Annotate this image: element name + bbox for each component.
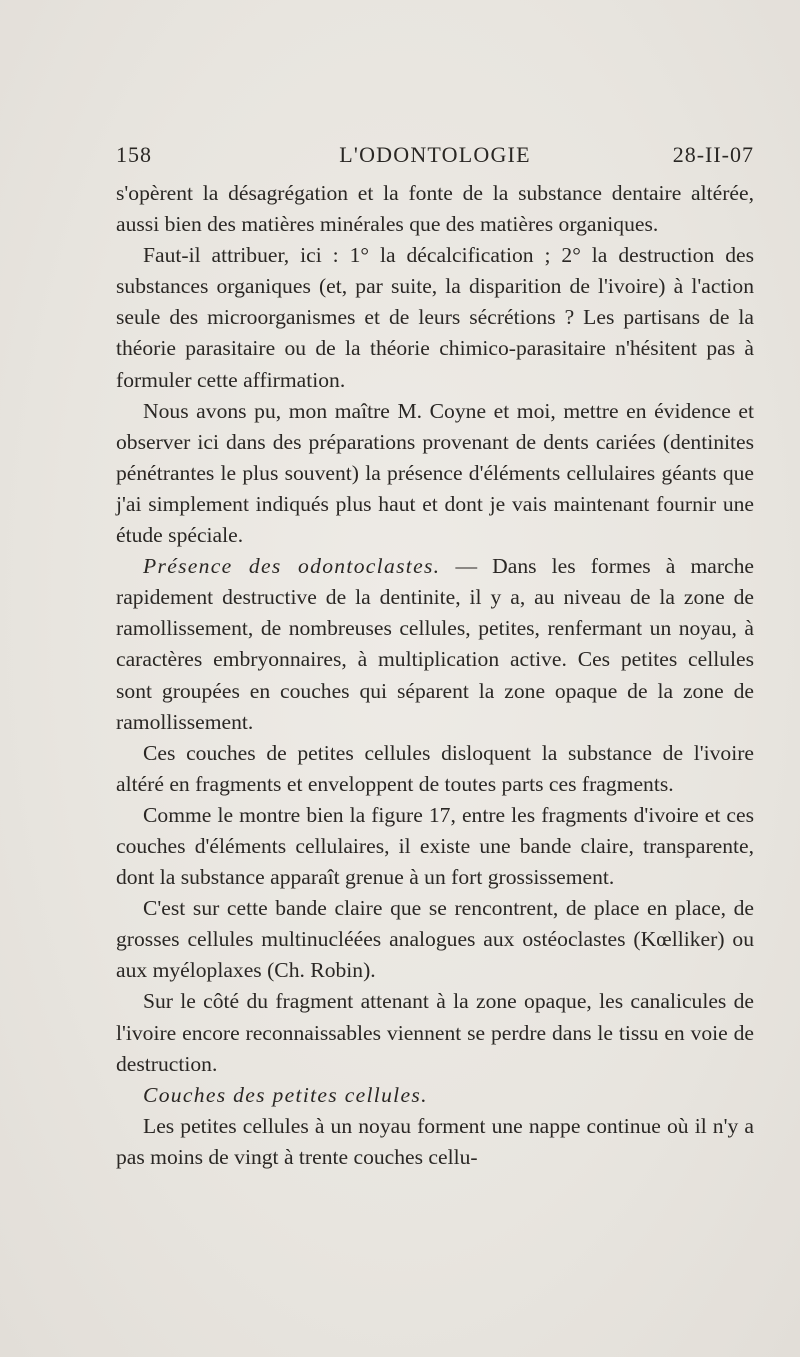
paragraph: Comme le montre bien la figure 17, entre les fragments d'ivoire et ces couches d'éléments cellulaires, il existe une bande claire, transparente, dont la substance apparaît grenue à un fort grossissement.	[116, 802, 754, 890]
page-number: 158	[116, 142, 152, 167]
body-text	[116, 178, 754, 1173]
paragraph: Faut-il attribuer, ici : 1° la décalcification ; 2° la destruction des substances organiques (et, par suite, la disparition de l'ivoire) à l'action seule des microorganismes et de leurs sécrétions ? Les partisans de la théorie parasitaire ou de la théorie chimico-parasitaire n'hésitent pas à formuler cette affirmation.	[116, 243, 754, 392]
paragraph: Sur le côté du fragment attenant à la zone opaque, les canalicules de l'ivoire encore reconnaissables viennent se perdre dans le tissu en voie de destruction.	[116, 989, 754, 1076]
paragraph: Les petites cellules à un noyau forment une nappe continue où il n'y a pas moins de vingt à trente couches cellu-	[116, 1113, 754, 1169]
paragraph: Ces couches de petites cellules disloquent la substance de l'ivoire altéré en fragments et enveloppent de toutes parts ces fragments.	[116, 740, 754, 796]
running-title: L'ODONTOLOGIE	[339, 142, 531, 167]
paragraph: s'opèrent la désagrégation et la fonte de la substance dentaire altérée, aussi bien des matières minérales que des matières organiques.	[116, 181, 754, 237]
paragraph	[116, 1080, 754, 1111]
section-heading: Couches des petites cellules.	[143, 1082, 428, 1107]
issue-date: 28-II-07	[672, 142, 754, 167]
section-heading: Présence des odontoclastes.	[143, 554, 441, 579]
paragraph: Nous avons pu, mon maître M. Coyne et moi, mettre en évidence et observer ici dans des préparations provenant de dents cariées (dentinites pénétrantes le plus souvent) la présence d'éléments cellulaires géants que j'ai simplement indiqués plus haut et dont je vais maintenant fournir une étude spéciale.	[116, 398, 754, 548]
paragraph: Présence des odontoclastes. — Dans les formes à marche rapidement destructive de la dentinite, il y a, au niveau de la zone de ramollissement, de nombreuses cellules, petites, renfermant un noyau, à caractères embryonnaires, à multiplication active. Ces petites cellules sont groupées en couches qui séparent la zone opaque de la zone de ramollissement.	[116, 554, 755, 734]
page-header	[116, 142, 754, 174]
paragraph: C'est sur cette bande claire que se rencontrent, de place en place, de grosses cellules multinucléées analogues aux ostéoclastes (Kœlliker) ou aux myéloplaxes (Ch. Robin).	[116, 896, 754, 983]
